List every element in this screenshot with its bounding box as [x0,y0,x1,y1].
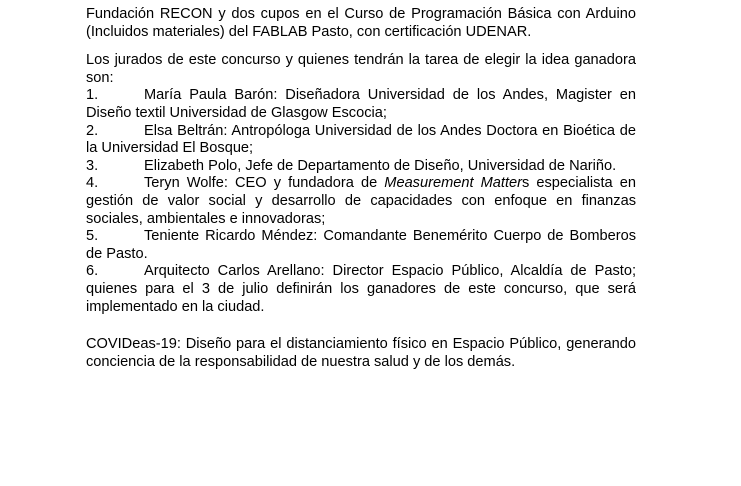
list-item-text: Elizabeth Polo, Jefe de Departamento de Diseño, Universidad de Nariño. [144,157,617,174]
list-item-number: 5. [86,228,99,245]
jury-list [86,87,636,316]
list-item-number: 3. [86,157,99,174]
closing-paragraph: COVIDeas-19: Diseño para el distanciamiento físico en Espacio Público, generando conciencia de la responsabilidad de nuestra salud y de los demás. [86,336,636,370]
list-item [86,175,636,228]
list-item-number: 6. [86,263,99,280]
list-item-text: María Paula Barón: Diseñadora Universidad de los Andes, Magister en Diseño textil Universidad de Glasgow Escocia; [86,87,636,121]
list-item-text: Elsa Beltrán: Antropóloga Universidad de los Andes Doctora en Bioética de la Universidad El Bosque; [86,122,636,157]
list-item-text-before: Teryn Wolfe: CEO y fundadora de [144,175,385,192]
list-item [86,87,636,122]
list-item [86,158,636,176]
document-page [86,6,636,371]
list-item-number: 2. [86,122,99,139]
list-item [86,123,636,158]
list-item-number: 4. [86,175,99,192]
list-item [86,228,636,263]
company-name-italic: Measurement Matter [384,175,522,192]
list-item [86,263,636,316]
list-item-text: Arquitecto Carlos Arellano: Director Espacio Público, Alcaldía de Pasto; quienes para el 3 de julio definirán los ganadores de este concurso, que será implementado en la ciudad. [86,263,636,315]
intro-paragraph: Fundación RECON y dos cupos en el Curso de Programación Básica con Arduino (Incluidos materiales) del FABLAB Pasto, con certificación UDENAR. [86,6,636,40]
jury-lead-paragraph: Los jurados de este concurso y quienes tendrán la tarea de elegir la idea ganadora son: [86,52,636,86]
list-item-text: Teniente Ricardo Méndez: Comandante Benemérito Cuerpo de Bomberos de Pasto. [86,228,636,262]
list-item-number: 1. [86,87,99,104]
list-item-text-after: s especialista en gestión de valor social y desarrollo de capacidades con enfoque en finanzas sociales, ambientales e innovadoras; [86,175,636,227]
